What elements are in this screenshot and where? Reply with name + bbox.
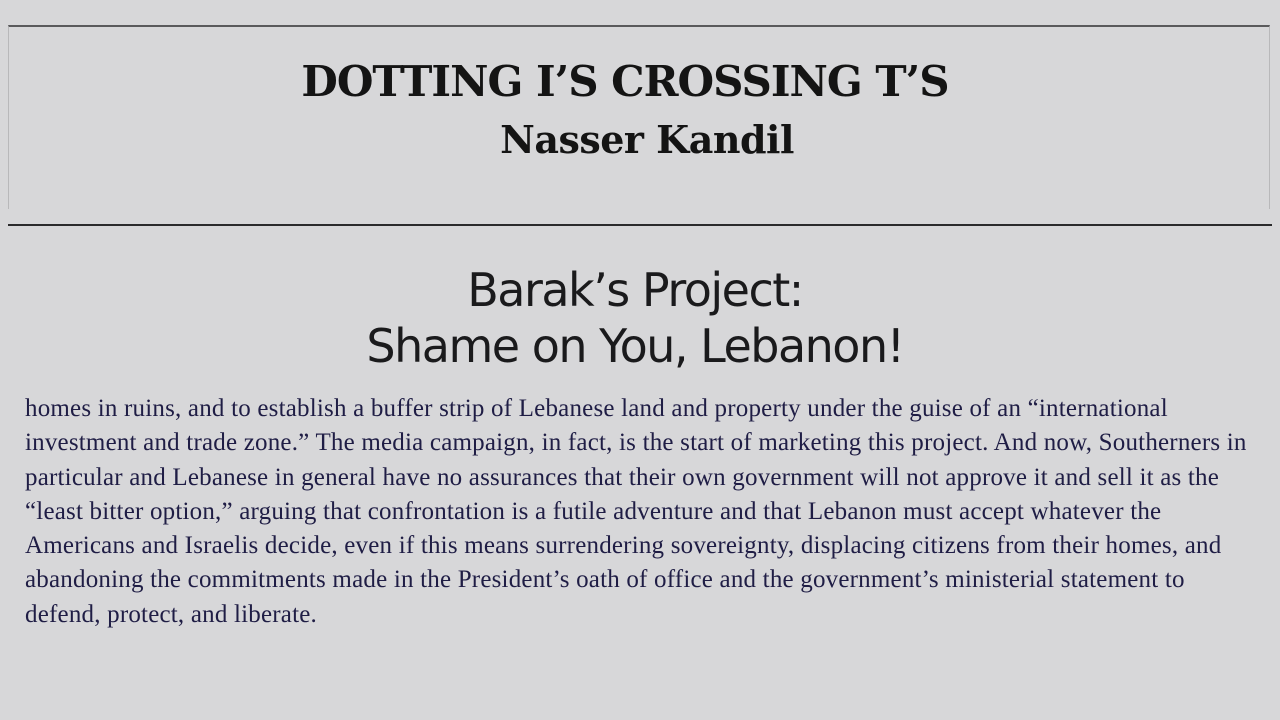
article-body-text: homes in ruins, and to establish a buffer strip of Lebanese land and property under the guise of an “international investment and trade zone.” The media campaign, in fact, is the start of marketing this project. And now, Southerners in particular and Lebanese in general have no assurances that their own government will not approve it and sell it as the “least bitter option,” arguing that confrontation is a futile adventure and that Lebanon must accept whatever the Americans and Israelis decide, even if this means surrendering sovereignty, displacing citizens from their homes, and abandoning the commitments made in the President’s oath of office and the government’s ministerial statement to defend, protect, and liberate.: [25, 395, 1247, 628]
author-name: Nasser Kandil: [500, 117, 794, 162]
header-divider: [8, 224, 1272, 226]
article-title: [0, 262, 1270, 374]
column-title: DOTTING I’S CROSSING T’S: [301, 57, 949, 106]
article-title-line-2: Shame on You, Lebanon!: [366, 319, 904, 373]
article-title-line-1: Barak’s Project:: [467, 263, 803, 317]
